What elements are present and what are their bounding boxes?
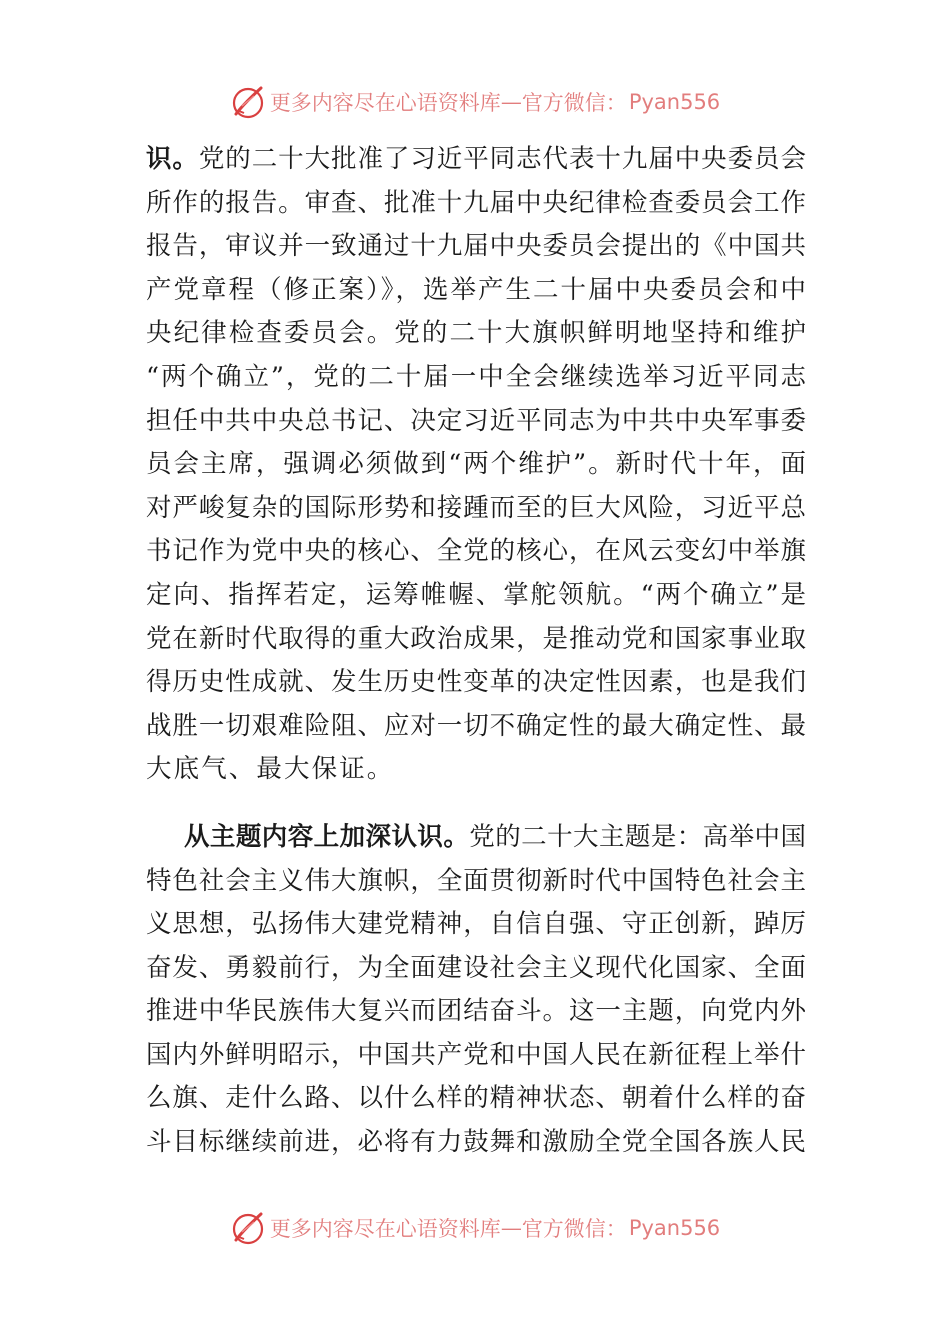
header-watermark-banner (0, 82, 950, 122)
text-line: 所作的报告。审查、批准十九届中央纪律检查委员会工作 (146, 187, 806, 218)
text-line: 推进中华民族伟大复兴而团结奋斗。这一主题，向党内外 (146, 996, 806, 1027)
text-line: 从主题内容上加深认识。党的二十大主题是：高举中国 (184, 821, 806, 852)
text-line: 书记作为党中央的核心、全党的核心，在风云变幻中举旗 (146, 536, 806, 567)
text-line: 奋发、勇毅前行，为全面建设社会主义现代化国家、全面 (146, 952, 806, 983)
text-line: 定向、指挥若定，运筹帷幄、掌舵领航。“两个确立”是 (146, 579, 806, 610)
footer-watermark-banner (0, 1208, 950, 1248)
pen-logo-icon (230, 1210, 266, 1246)
text-line: 党在新时代取得的重大政治成果，是推动党和国家事业取 (146, 623, 806, 654)
pen-logo-icon (230, 84, 266, 120)
bold-lead: 识。 (146, 144, 199, 174)
site-text: 更多内容尽在心语资料库 (269, 91, 501, 115)
paragraph-2 (146, 816, 806, 1165)
document-body (146, 138, 806, 1165)
text-line: 担任中共中央总书记、决定习近平同志为中共中央军事委 (146, 405, 806, 436)
site-text: 更多内容尽在心语资料库 (269, 1217, 501, 1241)
text-line: 战胜一切艰难险阻、应对一切不确定性的最大确定性、最 (146, 710, 806, 741)
text-line: 识。党的二十大批准了习近平同志代表十九届中央委员会 (146, 144, 806, 174)
wechat-label: 官方微信： (521, 91, 627, 115)
text-line: 央纪律检查委员会。党的二十大旗帜鲜明地坚持和维护 (146, 318, 806, 349)
wechat-id: Pyan556 (628, 90, 721, 114)
paragraph-1 (146, 138, 806, 792)
text-line: 报告，审议并一致通过十九届中央委员会提出的《中国共 (146, 231, 806, 262)
text-line: 斗目标继续前进，必将有力鼓舞和激励全党全国各族人民 (146, 1127, 806, 1158)
text-line: 得历史性成就、发生历史性变革的决定性因素，也是我们 (146, 667, 806, 698)
text-line: 员会主席，强调必须做到“两个维护”。新时代十年，面 (146, 449, 806, 480)
banner-dash: — (500, 90, 522, 114)
text-line: 产党章程（修正案）》，选举产生二十届中央委员会和中 (146, 274, 806, 305)
text-line: 国内外鲜明昭示，中国共产党和中国人民在新征程上举什 (146, 1039, 806, 1070)
bold-lead: 从主题内容上加深认识。 (184, 821, 470, 852)
text-line: 大底气、最大保证。 (146, 754, 395, 785)
text-line: 义思想，弘扬伟大建党精神，自信自强、守正创新，踔厉 (146, 909, 806, 940)
text-line: 么旗、走什么路、以什么样的精神状态、朝着什么样的奋 (146, 1083, 806, 1114)
wechat-id: Pyan556 (628, 1216, 721, 1240)
text-line: 对严峻复杂的国际形势和接踵而至的巨大风险，习近平总 (146, 492, 806, 523)
text-line: “两个确立”，党的二十届一中全会继续选举习近平同志 (146, 361, 806, 392)
wechat-label: 官方微信： (521, 1217, 627, 1241)
banner-dash: — (500, 1216, 522, 1240)
text-line: 特色社会主义伟大旗帜，全面贯彻新时代中国特色社会主 (146, 865, 806, 896)
